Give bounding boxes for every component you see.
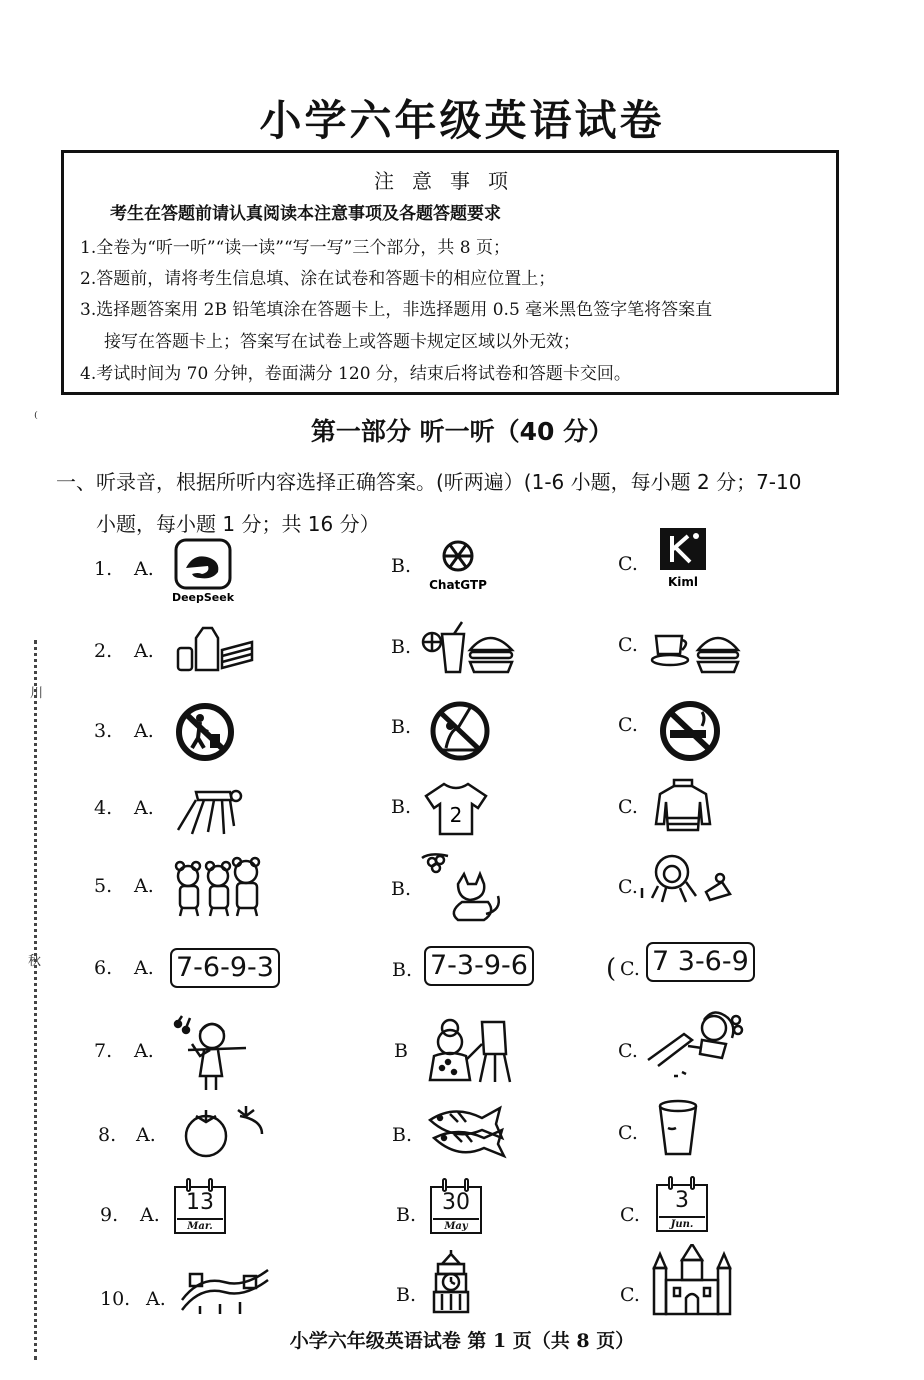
glass-of-water-icon <box>656 1098 700 1160</box>
question-number: 6. <box>94 957 113 979</box>
part-one-title: 第一部分 听一听（40 分） <box>310 417 614 446</box>
calendar-month: May <box>433 1218 479 1233</box>
option-letter: B. <box>396 1284 417 1306</box>
big-ben-icon <box>430 1248 472 1314</box>
three-bears-icon <box>172 856 266 920</box>
option-letter: A. <box>136 1124 156 1146</box>
question-number: 3. <box>94 720 113 742</box>
calendar-month: Mar. <box>177 1218 223 1233</box>
page-footer: 小学六年级英语试卷 第 1 页（共 8 页） <box>289 1330 635 1352</box>
option-letter: A. <box>134 640 154 662</box>
option-letter: B. <box>396 1204 417 1226</box>
option-letter: A. <box>140 1204 160 1226</box>
juice-and-hamburger-icon <box>420 620 516 676</box>
option-letter: C. <box>618 796 638 818</box>
notice-item-3: 3.选择题答案用 2B 铅笔填涂在答题卡上，非选择题用 0.5 毫米黑色签字笔将答案直 <box>80 300 713 320</box>
notice-item-3-continued: 接写在答题卡上；答案写在试卷上或答题卡规定区域以外无效； <box>104 332 580 352</box>
notice-box <box>61 150 839 395</box>
section-instruction-continued: 小题，每小题 1 分；共 16 分） <box>96 512 380 536</box>
sequence-box: 7 3-6-9 <box>646 942 755 982</box>
option-letter: B. <box>391 716 412 738</box>
logo-caption: DeepSeek <box>172 591 235 604</box>
question-number: 10. <box>100 1288 131 1310</box>
option-letter: C. <box>618 634 638 656</box>
option-letter: C. <box>620 958 640 980</box>
calendar-icon <box>656 1176 710 1234</box>
question-number: 7. <box>94 1040 113 1062</box>
shirt-number: 2 <box>449 803 463 827</box>
question-number: 2. <box>94 640 113 662</box>
no-fishing-sign-icon <box>428 700 492 762</box>
sequence-box: 7-6-9-3 <box>170 948 280 988</box>
calendar-day: 3 <box>675 1188 689 1213</box>
circle-mark: ( <box>606 954 617 984</box>
option-letter: B. <box>392 959 413 981</box>
calendar-month: Jun. <box>659 1216 705 1231</box>
kimi-logo-icon <box>656 526 712 592</box>
skirt-icon <box>174 780 244 838</box>
option-letter: B. <box>391 555 412 577</box>
girl-playing-violin-icon <box>172 1010 250 1094</box>
option-letter: A. <box>134 558 154 580</box>
notice-heading: 注意事项 <box>374 169 526 193</box>
notice-item-4: 4.考试时间为 70 分钟，卷面满分 120 分，结束后将试卷和答题卡交回。 <box>80 364 631 384</box>
option-letter: A. <box>146 1288 166 1310</box>
margin-mark: ⁽ <box>34 408 38 427</box>
option-letter: B. <box>391 636 412 658</box>
option-letter: C. <box>618 714 638 736</box>
section-instruction: 一、听录音，根据所听内容选择正确答案。(听两遍）(1-6 小题，每小题 2 分；7-10 <box>56 470 802 494</box>
milk-and-sandwich-icon <box>176 620 256 676</box>
chatgpt-logo-icon <box>426 535 490 595</box>
calendar-icon <box>174 1178 228 1236</box>
deepseek-logo-icon <box>172 538 236 604</box>
option-letter: C. <box>618 1122 638 1144</box>
logo-caption: ChatGTP <box>429 578 487 592</box>
lion-and-mouse-icon <box>640 852 736 908</box>
option-letter: C. <box>620 1204 640 1226</box>
option-letter: C. <box>618 876 638 898</box>
no-littering-sign-icon <box>174 702 236 762</box>
question-number: 8. <box>98 1124 117 1146</box>
option-letter: A. <box>134 720 154 742</box>
option-letter: B. <box>392 1124 413 1146</box>
margin-mark: 川 <box>30 686 44 701</box>
girl-drawing-icon <box>644 1006 744 1082</box>
calendar-icon <box>430 1178 484 1236</box>
option-letter: C. <box>620 1284 640 1306</box>
tomatoes-icon <box>176 1102 268 1158</box>
option-letter: A. <box>134 875 154 897</box>
grandma-painting-icon <box>420 1014 516 1086</box>
question-number: 5. <box>94 875 113 897</box>
sequence-box: 7-3-9-6 <box>424 946 534 986</box>
coffee-and-hamburger-icon <box>648 620 742 676</box>
notice-item-2: 2.答题前，请将考生信息填、涂在试卷和答题卡的相应位置上； <box>80 269 556 289</box>
option-letter: A. <box>134 1040 154 1062</box>
t-shirt-icon <box>424 780 488 836</box>
fish-icon <box>424 1098 508 1162</box>
logo-caption: Kiml <box>667 575 699 589</box>
margin-mark: 秋 <box>28 954 42 969</box>
question-number: 4. <box>94 797 113 819</box>
sweater-icon <box>652 774 714 834</box>
option-letter: C. <box>618 1040 638 1062</box>
option-letter: A. <box>134 797 154 819</box>
option-letter: B. <box>391 878 412 900</box>
option-letter: C. <box>618 553 638 575</box>
option-letter: B. <box>391 796 412 818</box>
notice-intro: 考生在答题前请认真阅读本注意事项及各题答题要求 <box>110 204 501 224</box>
calendar-day: 13 <box>186 1190 214 1215</box>
option-letter: B <box>394 1040 408 1062</box>
option-letter: A. <box>134 957 154 979</box>
question-number: 9. <box>100 1204 119 1226</box>
notice-item-1: 1.全卷为“听一听”“读一读”“写一写”三个部分，共 8 页； <box>80 238 510 258</box>
castle-icon <box>650 1244 734 1316</box>
exam-title: 小学六年级英语试卷 <box>259 96 665 145</box>
fox-and-grapes-icon <box>418 852 502 924</box>
binding-line <box>34 640 37 1360</box>
no-smoking-sign-icon <box>658 700 722 762</box>
question-number: 1. <box>94 558 113 580</box>
calendar-day: 30 <box>442 1190 470 1215</box>
great-wall-icon <box>180 1266 270 1316</box>
